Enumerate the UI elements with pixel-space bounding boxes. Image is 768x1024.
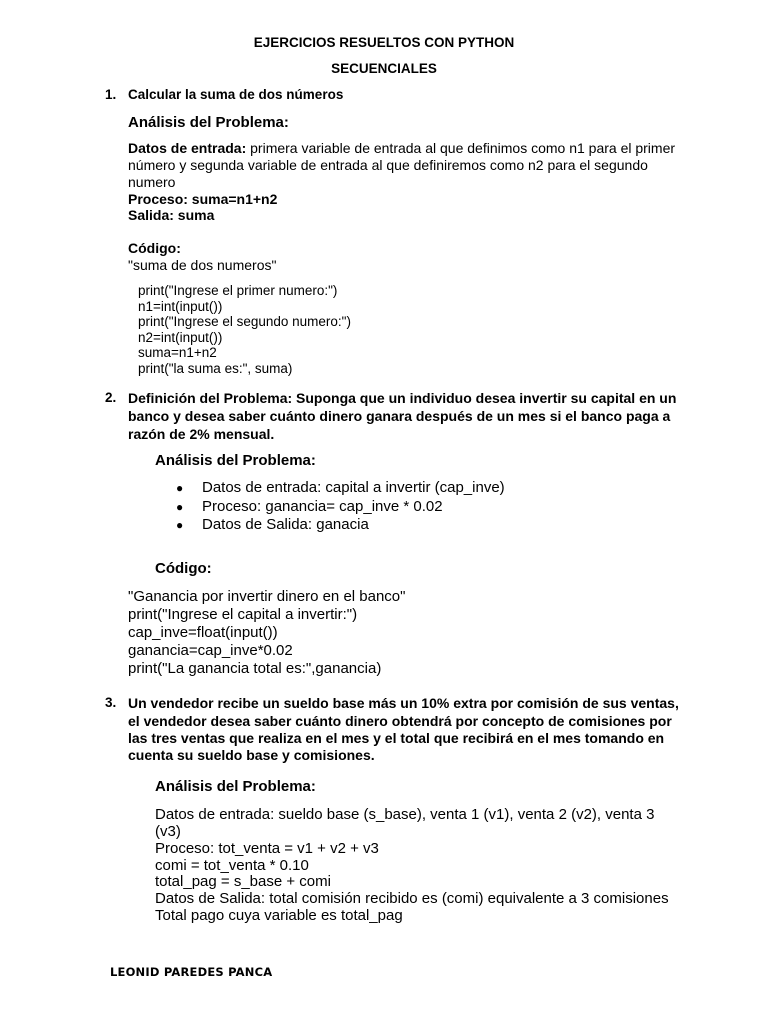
exercise-3-title-line: las tres ventas que realiza en el mes y el total que recibirá en el mes tomando en <box>128 730 665 746</box>
exercise-3-line: total_pag = s_base + comi <box>155 873 331 890</box>
code-line: cap_inve=float(input()) <box>128 624 278 641</box>
exercise-1-code-heading: Código: <box>128 240 181 256</box>
code-line: print("Ingrese el capital a invertir:") <box>128 606 358 623</box>
exercise-3-line: Datos de Salida: total comisión recibido es (comi) equivalente a 3 comisiones <box>155 890 669 907</box>
exercise-2-analysis-heading: Análisis del Problema: <box>155 452 316 469</box>
exercise-1-number: 1. <box>105 87 117 102</box>
exercise-3-line: Datos de entrada: sueldo base (s_base), venta 1 (v1), venta 2 (v2), venta 3 <box>155 806 655 823</box>
exercise-2-code-heading: Código: <box>155 560 212 577</box>
exercise-3-title-line: Un vendedor recibe un sueldo base más un 10% extra por comisión de sus ventas, <box>128 695 679 711</box>
footer-author: LEONID PAREDES PANCA <box>110 965 273 979</box>
exercise-3-analysis-heading: Análisis del Problema: <box>155 778 316 795</box>
exercise-2-bullet-item: Proceso: ganancia= cap_inve * 0.02 <box>202 498 443 515</box>
exercise-3-line: comi = tot_venta * 0.10 <box>155 857 309 874</box>
bullet-icon: ● <box>176 500 184 514</box>
exercise-1-analysis-heading: Análisis del Problema: <box>128 114 289 131</box>
exercise-3-line: Total pago cuya variable es total_pag <box>155 907 403 924</box>
exercise-1-datos-line2: número y segunda variable de entrada al que definiremos como n2 para el segundo <box>128 157 648 173</box>
exercise-3-line: Proceso: tot_venta = v1 + v2 + v3 <box>155 840 379 857</box>
code-line: print("La ganancia total es:",ganancia) <box>128 660 382 677</box>
bullet-icon: ● <box>176 518 184 532</box>
exercise-2-title-line: Definición del Problema: Suponga que un individuo desea invertir su capital en un <box>128 390 677 406</box>
exercise-2-number: 2. <box>105 390 117 405</box>
bullet-icon: ● <box>176 481 184 495</box>
code-line: suma=n1+n2 <box>138 345 217 360</box>
document-subtitle: SECUENCIALES <box>331 61 437 76</box>
code-line: print("la suma es:", suma) <box>138 361 293 376</box>
exercise-1-datos-line3: numero <box>128 174 176 190</box>
exercise-1-proceso: Proceso: suma=n1+n2 <box>128 191 278 207</box>
code-line: ganancia=cap_inve*0.02 <box>128 642 293 659</box>
document-title: EJERCICIOS RESUELTOS CON PYTHON <box>253 35 515 50</box>
exercise-2-bullet-item: Datos de entrada: capital a invertir (cap_inve) <box>202 479 505 496</box>
exercise-3-title-line: el vendedor desea saber cuánto dinero obtendrá por concepto de comisiones por <box>128 713 672 729</box>
exercise-1-title: Calcular la suma de dos números <box>128 87 344 102</box>
exercise-2-title-line: razón de 2% mensual. <box>128 426 275 442</box>
code-line: print("Ingrese el segundo numero:") <box>138 314 351 329</box>
exercise-3-line: (v3) <box>155 823 181 840</box>
exercise-1-salida: Salida: suma <box>128 207 215 223</box>
code-line: n2=int(input()) <box>138 330 223 345</box>
code-line: "Ganancia por invertir dinero en el banco" <box>128 588 406 605</box>
code-line: print("Ingrese el primer numero:") <box>138 283 338 298</box>
exercise-2-bullet-item: Datos de Salida: ganacia <box>202 516 369 533</box>
code-line: n1=int(input()) <box>138 299 223 314</box>
exercise-3-title-line: cuenta su sueldo base y comisiones. <box>128 747 375 763</box>
exercise-3-number: 3. <box>105 695 117 710</box>
exercise-1-datos-line1 <box>128 140 675 156</box>
exercise-1-code-comment: "suma de dos numeros" <box>128 257 277 273</box>
datos-label: Datos de entrada: <box>128 140 247 156</box>
datos-text: primera variable de entrada al que definimos como n1 para el primer <box>250 140 676 156</box>
exercise-2-title-line: banco y desea saber cuánto dinero ganara después de un mes si el banco paga a <box>128 408 671 424</box>
